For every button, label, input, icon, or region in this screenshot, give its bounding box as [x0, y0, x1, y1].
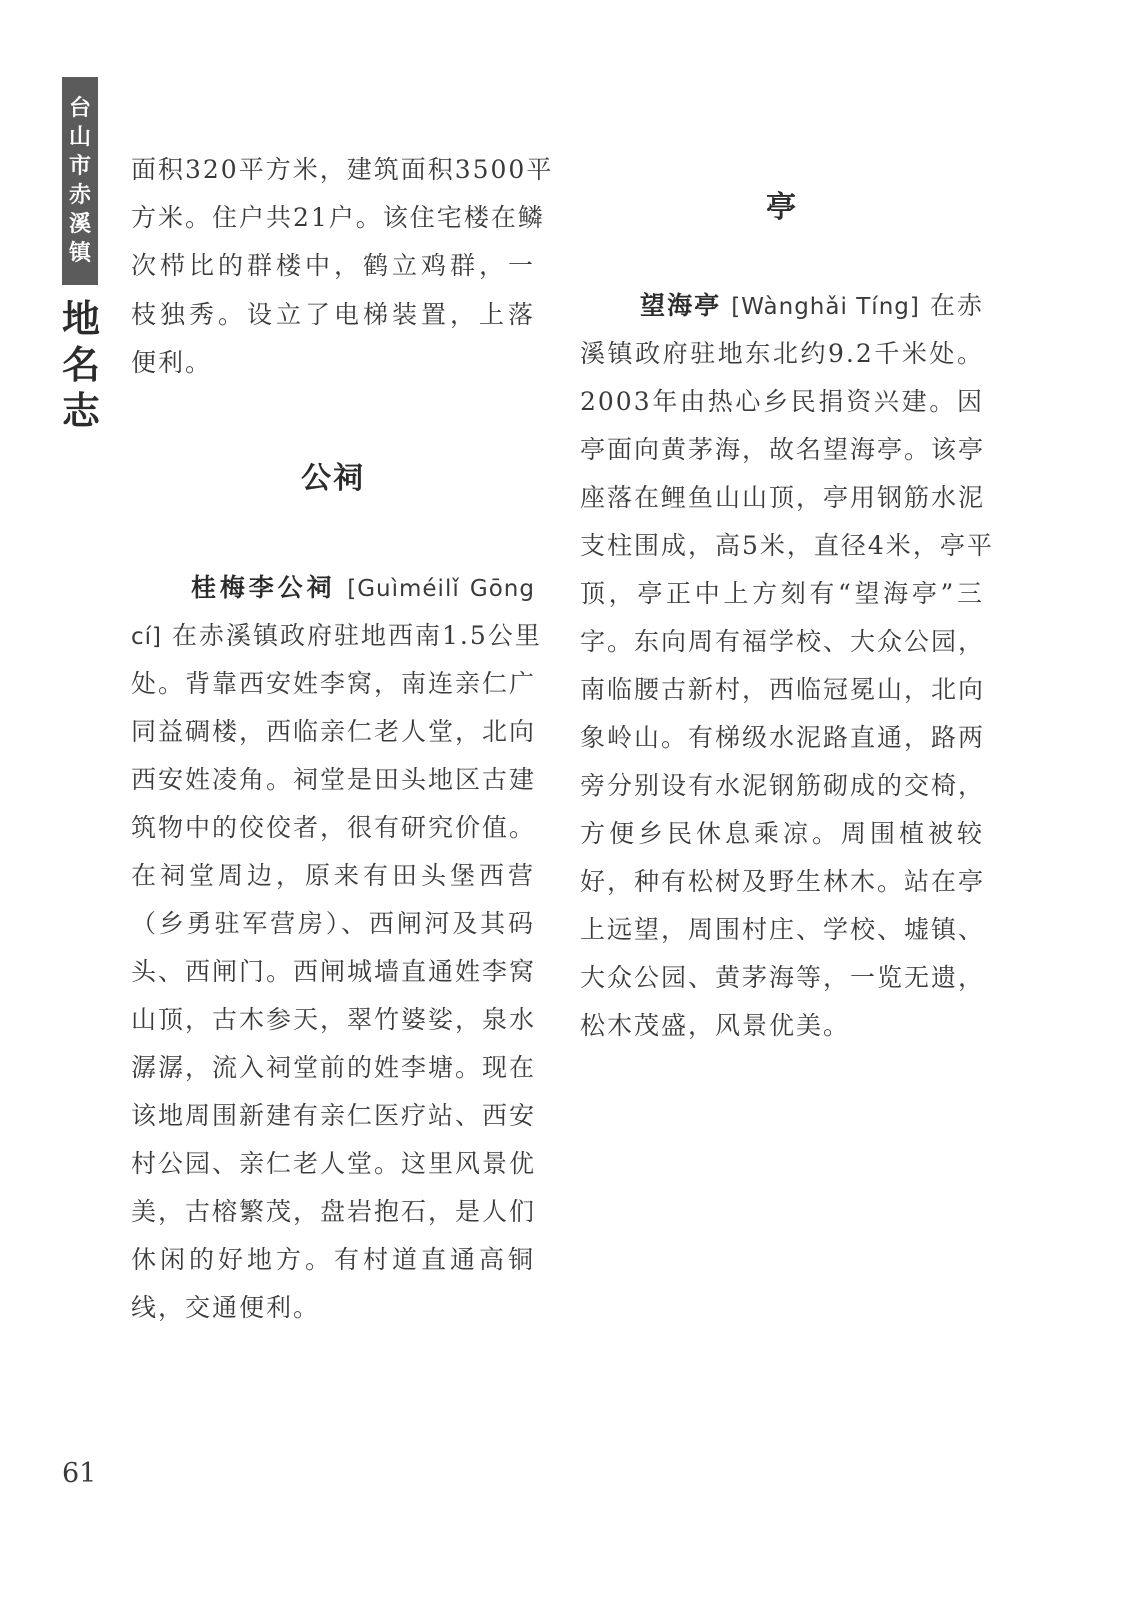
entry-line: 象岭山。有梯级水泥路直通，路两: [580, 723, 986, 752]
entry-line: 筑物中的佼佼者，很有研究价值。: [131, 813, 537, 842]
entry-line: 美，古榕繁茂，盘岩抱石，是人们: [131, 1197, 537, 1226]
entry-line: 线，交通便利。: [131, 1293, 321, 1322]
side-tab-char: 山: [68, 124, 91, 150]
entry-line: 2003年由热心乡民捐资兴建。因: [580, 387, 984, 416]
entry-line: 上远望，周围村庄、学校、墟镇、: [580, 915, 986, 944]
entry-pinyin: [Guìméilǐ Gōng: [347, 576, 535, 602]
entry-name: 桂梅李公祠: [191, 573, 336, 602]
side-tab-char: 赤: [68, 182, 91, 208]
intro-line: 面积320平方米，建筑面积3500平: [131, 155, 554, 184]
entry-line: 在祠堂周边，原来有田头堡西营: [131, 861, 535, 890]
entry-line: 好，种有松树及野生林木。站在亭: [580, 867, 986, 896]
entry-line: [131, 620, 542, 653]
entry-text: 在赤溪镇政府驻地西南1.5公里: [171, 621, 542, 650]
entry-line: 字。东向周有福学校、大众公园，: [580, 627, 986, 656]
intro-line: 方米。住户共21户。该住宅楼在鳞: [131, 203, 545, 232]
entry-line: 处。背靠西安姓李窝，南连亲仁广: [131, 669, 537, 698]
entry-name: 望海亭: [640, 291, 722, 320]
entry-pinyin: [Wànghǎi Tíng]: [731, 294, 920, 320]
entry-text: 在赤: [929, 291, 984, 320]
intro-line: 枝独秀。设立了电梯装置，上落: [131, 300, 535, 329]
intro-line: 次栉比的群楼中，鹤立鸡群，一: [131, 251, 535, 280]
entry-line: 该地周围新建有亲仁医疗站、西安: [131, 1101, 537, 1130]
side-tab-subtitle-char: 地: [62, 297, 101, 341]
entry-line: 方便乡民休息乘凉。周围植被较: [580, 819, 984, 848]
entry-pinyin-cont: cí]: [131, 624, 163, 650]
intro-line: 便利。: [131, 348, 213, 377]
page-number: 61: [62, 1458, 97, 1489]
side-tab-char: 镇: [68, 240, 91, 266]
entry-first-line: [580, 290, 984, 323]
entry-line: 头、西闸门。西闸城墙直通姓李窝: [131, 957, 537, 986]
section-heading: 公祠: [301, 461, 365, 496]
entry-first-line: [131, 572, 535, 605]
entry-line: 山顶，古木参天，翠竹婆娑，泉水: [131, 1005, 537, 1034]
side-tab-char: 溪: [68, 211, 91, 237]
entry-line: 松木茂盛，风景优美。: [580, 1011, 851, 1040]
entry-line: 村公园、亲仁老人堂。这里风景优: [131, 1149, 537, 1178]
entry-line: 顶，亭正中上方刻有“望海亭”三: [580, 579, 984, 608]
entry-line: 旁分别设有水泥钢筋砌成的交椅，: [580, 771, 986, 800]
side-tab-char: 市: [68, 153, 91, 179]
entry-line: 亭面向黄茅海，故名望海亭。该亭: [580, 435, 986, 464]
entry-line: 南临腰古新村，西临冠冕山，北向: [580, 675, 986, 704]
entry-line: 同益碉楼，西临亲仁老人堂，北向: [131, 717, 537, 746]
section-heading: 亭: [766, 190, 798, 225]
entry-line: 潺潺，流入祠堂前的姓李塘。现在: [131, 1053, 537, 1082]
entry-line: 大众公园、黄茅海等，一览无遗，: [580, 963, 986, 992]
entry-line: 西安姓凌角。祠堂是田头地区古建: [131, 765, 537, 794]
entry-line: 溪镇政府驻地东北约9.2千米处。: [580, 339, 984, 368]
entry-line: 支柱围成，高5米，直径4米，亭平: [580, 531, 994, 560]
side-tab-subtitle-char: 名: [62, 343, 101, 387]
side-tab-subtitle-char: 志: [62, 389, 101, 433]
side-tab-char: 台: [68, 95, 91, 121]
side-tab-title: [62, 77, 98, 285]
side-tab-subtitle: [62, 296, 100, 434]
entry-line: 座落在鲤鱼山山顶，亭用钢筋水泥: [580, 483, 986, 512]
entry-line: （乡勇驻军营房）、西闸河及其码: [131, 909, 535, 938]
entry-line: 休闲的好地方。有村道直通高铜: [131, 1245, 535, 1274]
